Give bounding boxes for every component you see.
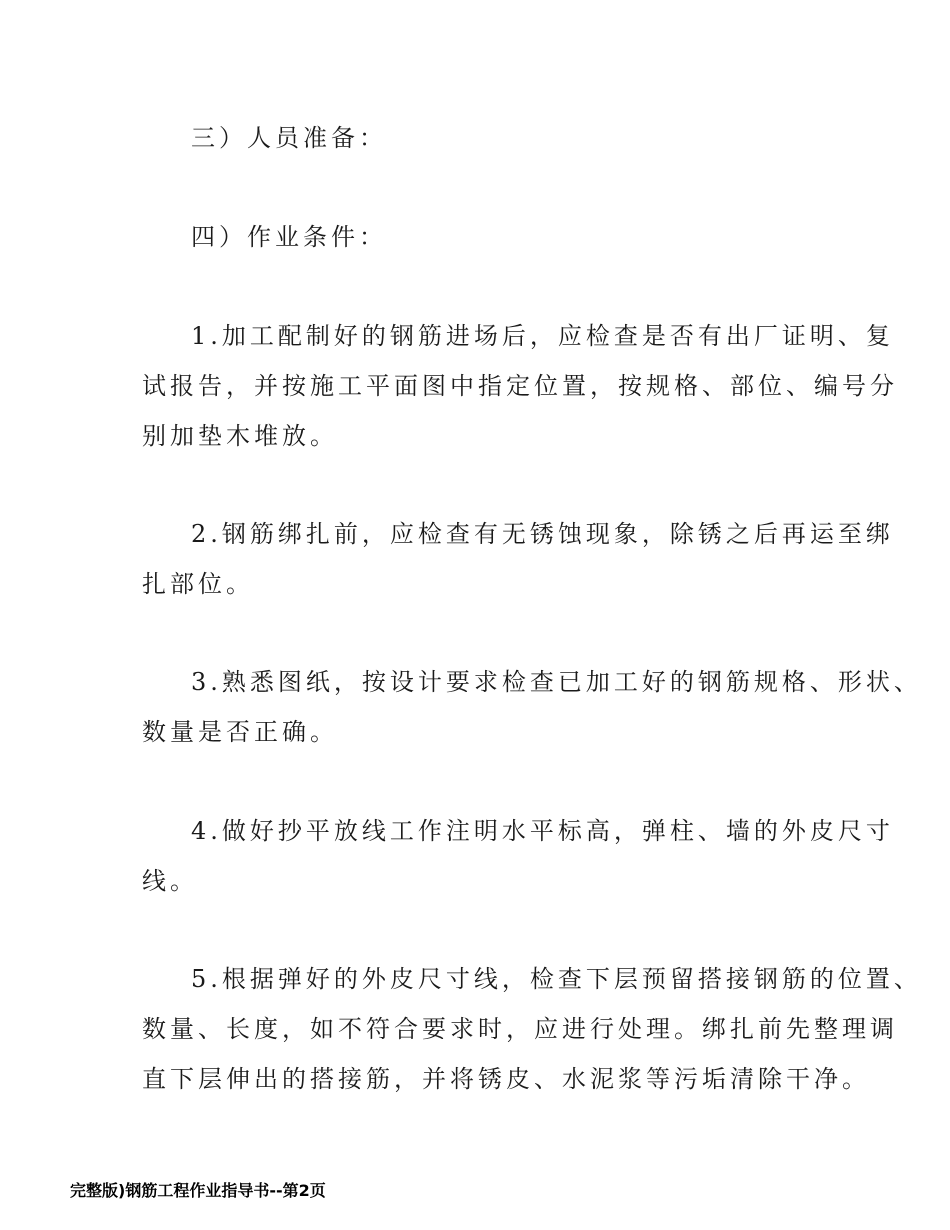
paragraph-2-line-1: 2.钢筋绑扎前，应检查有无锈蚀现象，除锈之后再运至绑 xyxy=(191,520,894,548)
paragraph-4-line-2: 线。 xyxy=(142,867,198,895)
paragraph-5-line-2: 数量、长度，如不符合要求时，应进行处理。绑扎前先整理调 xyxy=(142,1015,898,1043)
paragraph-3-line-1: 3.熟悉图纸，按设计要求检查已加工好的钢筋规格、形状、 xyxy=(191,668,922,696)
page-footer: 完整版)钢筋工程作业指导书--第2页 xyxy=(70,1181,326,1200)
paragraph-1-line-1: 1.加工配制好的钢筋进场后，应检查是否有出厂证明、复 xyxy=(191,322,894,350)
paragraph-2-line-2: 扎部位。 xyxy=(142,570,254,598)
heading-personnel: 三）人员准备： xyxy=(191,124,387,152)
paragraph-4-line-1: 4.做好抄平放线工作注明水平标高，弹柱、墙的外皮尺寸 xyxy=(191,817,894,845)
paragraph-5-line-3: 直下层伸出的搭接筋，并将锈皮、水泥浆等污垢清除干净。 xyxy=(142,1065,870,1093)
paragraph-3-line-2: 数量是否正确。 xyxy=(142,718,338,746)
heading-conditions: 四）作业条件： xyxy=(191,223,387,251)
paragraph-5-line-1: 5.根据弹好的外皮尺寸线，检查下层预留搭接钢筋的位置、 xyxy=(191,965,922,993)
paragraph-1-line-2: 试报告，并按施工平面图中指定位置，按规格、部位、编号分 xyxy=(142,372,898,400)
paragraph-1-line-3: 别加垫木堆放。 xyxy=(142,422,338,450)
